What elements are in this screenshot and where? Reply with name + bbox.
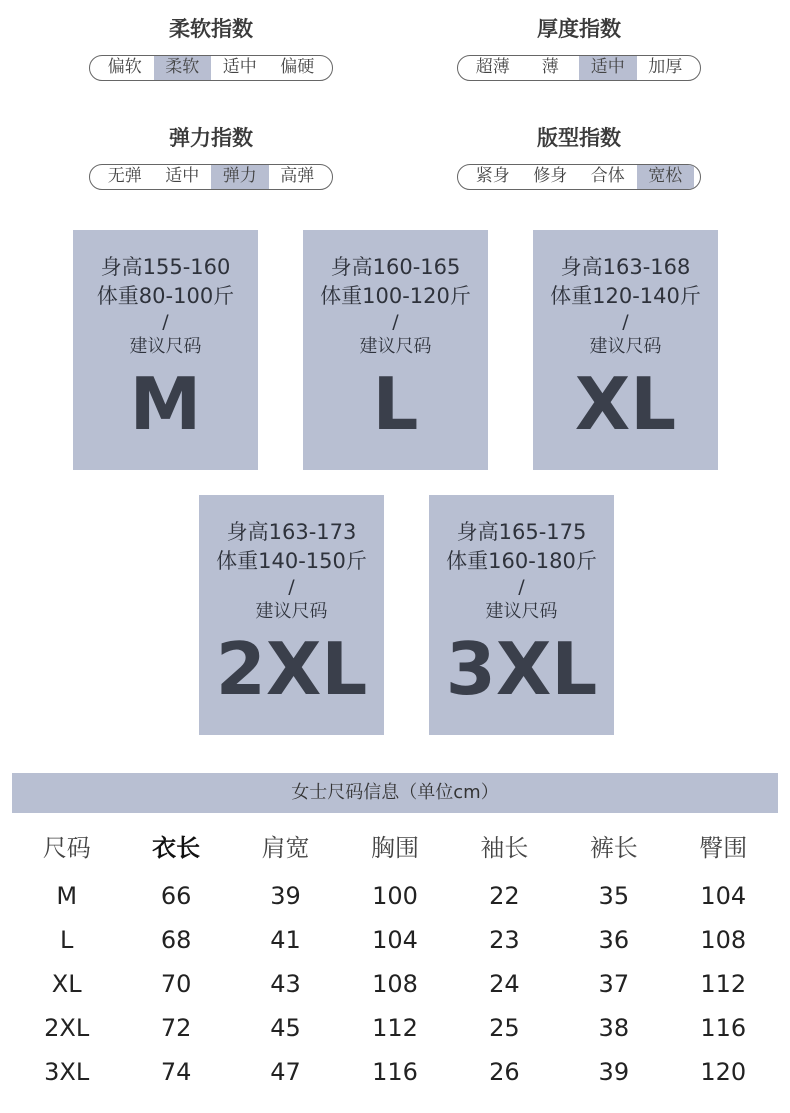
header-cell: 尺码 xyxy=(42,834,91,862)
table-cell: 112 xyxy=(372,1014,418,1042)
scale-option: 适中 xyxy=(222,57,257,77)
table-row xyxy=(12,962,778,1006)
scale-option: 合体 xyxy=(590,166,625,186)
table-cell: 100 xyxy=(372,882,418,910)
softness-scale xyxy=(89,55,333,81)
size-table-title: 女士尺码信息（单位cm） xyxy=(12,773,778,813)
scale-option-selected: 适中 xyxy=(579,56,637,80)
card-size: XL xyxy=(574,362,677,446)
table-cell: 23 xyxy=(489,926,520,954)
card-height: 身高163-173 xyxy=(226,520,357,544)
card-slash: / xyxy=(518,576,525,598)
size-table xyxy=(12,826,778,1094)
table-row xyxy=(12,918,778,962)
size-card-m xyxy=(73,230,258,470)
card-slash: / xyxy=(288,576,295,598)
table-row xyxy=(12,874,778,918)
size-card-3xl xyxy=(429,495,614,735)
table-header-row xyxy=(12,826,778,874)
thickness-scale xyxy=(457,55,701,81)
scale-option: 偏软 xyxy=(107,57,142,77)
fit-index xyxy=(454,124,704,190)
card-size: L xyxy=(372,362,419,446)
card-size: M xyxy=(129,362,202,446)
table-cell: 38 xyxy=(598,1014,630,1042)
header-cell: 袖长 xyxy=(480,834,529,862)
card-weight: 体重160-180斤 xyxy=(446,549,597,573)
card-label: 建议尺码 xyxy=(589,336,662,357)
scale-option: 无弹 xyxy=(107,166,142,186)
table-cell: 37 xyxy=(598,970,630,998)
card-size: 2XL xyxy=(215,627,368,711)
card-height: 身高165-175 xyxy=(456,520,587,544)
thickness-title: 厚度指数 xyxy=(537,17,621,41)
fit-title: 版型指数 xyxy=(537,126,621,150)
table-cell: 108 xyxy=(372,970,418,998)
table-cell: 72 xyxy=(160,1014,192,1042)
scale-option: 修身 xyxy=(533,166,568,186)
elasticity-scale xyxy=(89,164,333,190)
table-row xyxy=(12,1006,778,1050)
table-row xyxy=(12,1050,778,1094)
card-slash: / xyxy=(622,311,629,333)
card-size: 3XL xyxy=(445,627,598,711)
table-cell: 3XL xyxy=(44,1058,90,1086)
scale-option: 超薄 xyxy=(475,57,510,77)
card-label: 建议尺码 xyxy=(129,336,202,357)
header-cell: 肩宽 xyxy=(261,834,310,862)
table-cell: XL xyxy=(51,970,82,998)
table-cell: 25 xyxy=(489,1014,520,1042)
scale-option: 偏硬 xyxy=(280,57,315,77)
size-card-xl xyxy=(533,230,718,470)
table-cell: 35 xyxy=(598,882,630,910)
table-cell: 2XL xyxy=(44,1014,90,1042)
header-cell: 裤长 xyxy=(589,834,638,862)
size-card-l xyxy=(303,230,488,470)
scale-option: 加厚 xyxy=(648,57,683,77)
table-cell: 70 xyxy=(160,970,192,998)
header-cell: 衣长 xyxy=(152,834,201,862)
table-cell: 39 xyxy=(598,1058,630,1086)
softness-index xyxy=(86,15,336,81)
thickness-index xyxy=(454,15,704,81)
table-cell: 43 xyxy=(270,970,301,998)
size-card-2xl xyxy=(199,495,384,735)
card-weight: 体重120-140斤 xyxy=(550,284,701,308)
card-slash: / xyxy=(162,311,169,333)
scale-option-selected: 弹力 xyxy=(211,165,269,189)
table-cell: 41 xyxy=(270,926,301,954)
table-cell: 74 xyxy=(160,1058,192,1086)
header-cell: 胸围 xyxy=(370,834,419,862)
table-cell: 39 xyxy=(270,882,301,910)
card-weight: 体重100-120斤 xyxy=(320,284,471,308)
card-slash: / xyxy=(392,311,399,333)
card-height: 身高155-160 xyxy=(100,255,231,279)
table-cell: 45 xyxy=(270,1014,301,1042)
scale-option-selected: 柔软 xyxy=(154,56,212,80)
table-cell: 68 xyxy=(160,926,192,954)
table-cell: 36 xyxy=(598,926,630,954)
table-cell: 22 xyxy=(489,882,520,910)
elasticity-index xyxy=(86,124,336,190)
card-weight: 体重80-100斤 xyxy=(96,284,235,308)
card-height: 身高160-165 xyxy=(330,255,461,279)
table-cell: 112 xyxy=(700,970,747,998)
table-cell: 104 xyxy=(700,882,747,910)
table-cell: 104 xyxy=(372,926,418,954)
card-label: 建议尺码 xyxy=(255,601,328,622)
card-label: 建议尺码 xyxy=(359,336,432,357)
table-cell: 47 xyxy=(270,1058,301,1086)
scale-option-selected: 宽松 xyxy=(637,165,695,189)
elasticity-title: 弹力指数 xyxy=(169,126,253,150)
table-cell: 108 xyxy=(700,926,747,954)
softness-title: 柔软指数 xyxy=(169,17,253,41)
scale-option: 高弹 xyxy=(280,166,315,186)
table-cell: 116 xyxy=(372,1058,418,1086)
header-cell: 臀围 xyxy=(699,834,748,862)
fit-scale xyxy=(457,164,701,190)
scale-option: 紧身 xyxy=(475,166,510,186)
table-cell: 26 xyxy=(489,1058,520,1086)
table-cell: 24 xyxy=(489,970,520,998)
scale-option: 适中 xyxy=(165,166,200,186)
card-weight: 体重140-150斤 xyxy=(216,549,367,573)
table-cell: M xyxy=(56,882,78,910)
table-cell: L xyxy=(60,926,74,954)
table-cell: 116 xyxy=(700,1014,747,1042)
table-cell: 66 xyxy=(160,882,192,910)
card-height: 身高163-168 xyxy=(560,255,691,279)
card-label: 建议尺码 xyxy=(485,601,558,622)
scale-option: 薄 xyxy=(541,57,559,77)
table-cell: 120 xyxy=(700,1058,747,1086)
